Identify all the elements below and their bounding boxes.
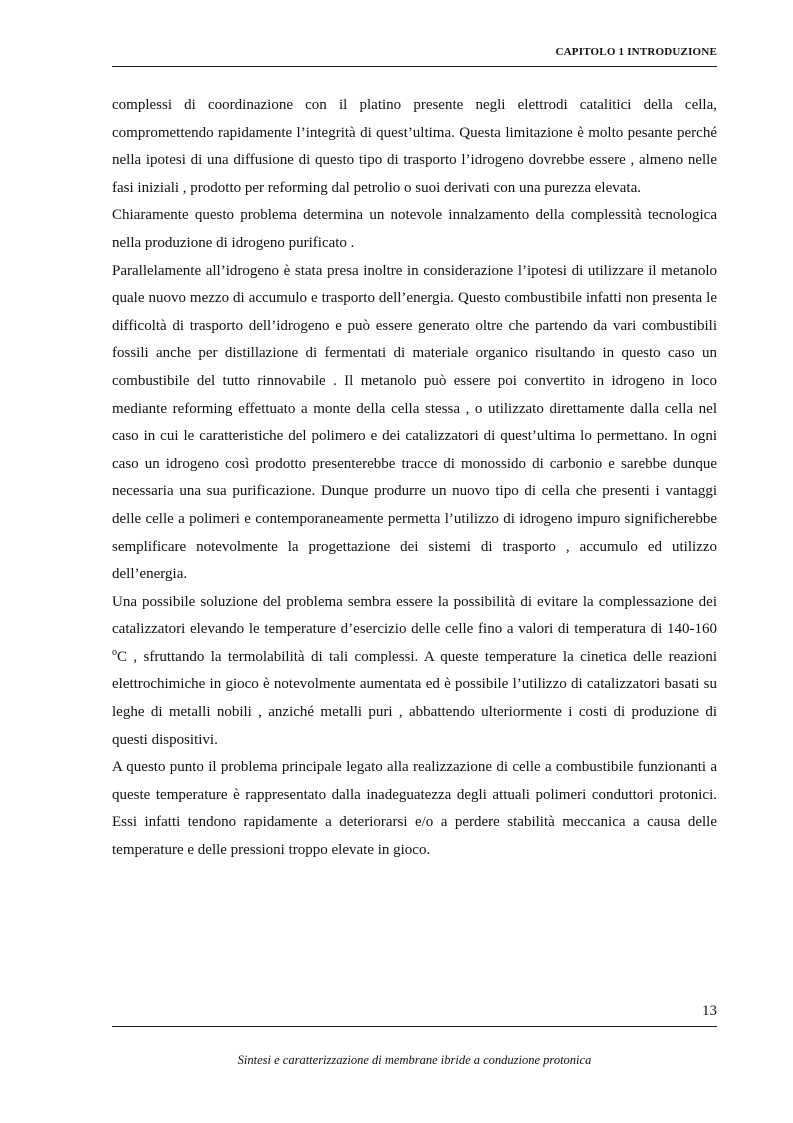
footer-title: Sintesi e caratterizzazione di membrane ibride a conduzione protonica [237,1053,592,1067]
footer-rule [112,1026,717,1027]
chapter-header: CAPITOLO 1 INTRODUZIONE [555,46,717,58]
body-text [112,92,717,865]
paragraph-1: complessi di coordinazione con il platino presente negli elettrodi catalitici della cella, compromettendo rapidamente l’integrità di quest’ultima. Questa limitazione è molto pesante perché nella ipotesi di una diffusione di questo tipo di trasporto l’idrogeno dovrebbe essere , almeno nelle fasi iniziali , prodotto per reforming dal petrolio o suoi derivati con una purezza elevata. [112,97,717,196]
paragraph-4-part-2: C , sfruttando la termolabilità di tali complessi. A queste temperature la cinetica delle reazioni elettrochimiche in gioco è notevolmente aumentata ed è possibile l’utilizzo di catalizzatori basati su leghe di metalli nobili , anziché metalli puri , abbattendo ulteriormente i costi di produzione di questi dispositivi. [112,648,717,748]
page-number: 13 [702,1003,717,1019]
paragraph-4-part-1: Una possibile soluzione del problema sembra essere la possibilità di evitare la complessazione dei catalizzatori elevando le temperature d’esercizio delle celle fino a valori di temperatura di 140-160 [112,593,717,638]
paragraph-3: Parallelamente all’idrogeno è stata presa inoltre in considerazione l’ipotesi di utilizzare il metanolo quale nuovo mezzo di accumulo e trasporto dell’energia. Questo combustibile infatti non presenta le difficoltà di trasporto dell’idrogeno e può essere generato oltre che partendo da vari combustibili fossili anche per distillazione di fermentati di materiale organico risultando in questo caso un combustibile del tutto rinnovabile . Il metanolo può essere poi convertito in idrogeno in loco mediante reforming effettuato a monte della cella stessa , o utilizzato direttamente dalla cella nel caso in cui le caratteristiche del polimero e dei catalizzatori di quest’ultima lo permettano. In ogni caso un idrogeno così prodotto presenterebbe tracce di monossido di carbonio e sarebbe dunque necessaria una sua purificazione. Dunque produrre un nuovo tipo di cella che presenti i vantaggi delle celle a polimeri e contemporaneamente permetta l’utilizzo di idrogeno impuro significherebbe semplificare notevolmente la progettazione dei sistemi di trasporto , accumulo ed utilizzo dell’energia. [112,262,717,583]
paragraph-4 [112,589,717,755]
paragraph-5: A questo punto il problema principale legato alla realizzazione di celle a combustibile funzionanti a queste temperature è rappresentato dalla inadeguatezza degli attuali polimeri conduttori protonici. Essi infatti tendono rapidamente a deteriorarsi e/o a perdere stabilità meccanica a causa delle temperature e delle pressioni troppo elevate in gioco. [112,759,717,859]
header-rule [112,66,717,67]
paragraph-2: Chiaramente questo problema determina un notevole innalzamento della complessità tecnologica nella produzione di idrogeno purificato . [112,207,717,251]
degree-superscript: o [112,646,117,658]
